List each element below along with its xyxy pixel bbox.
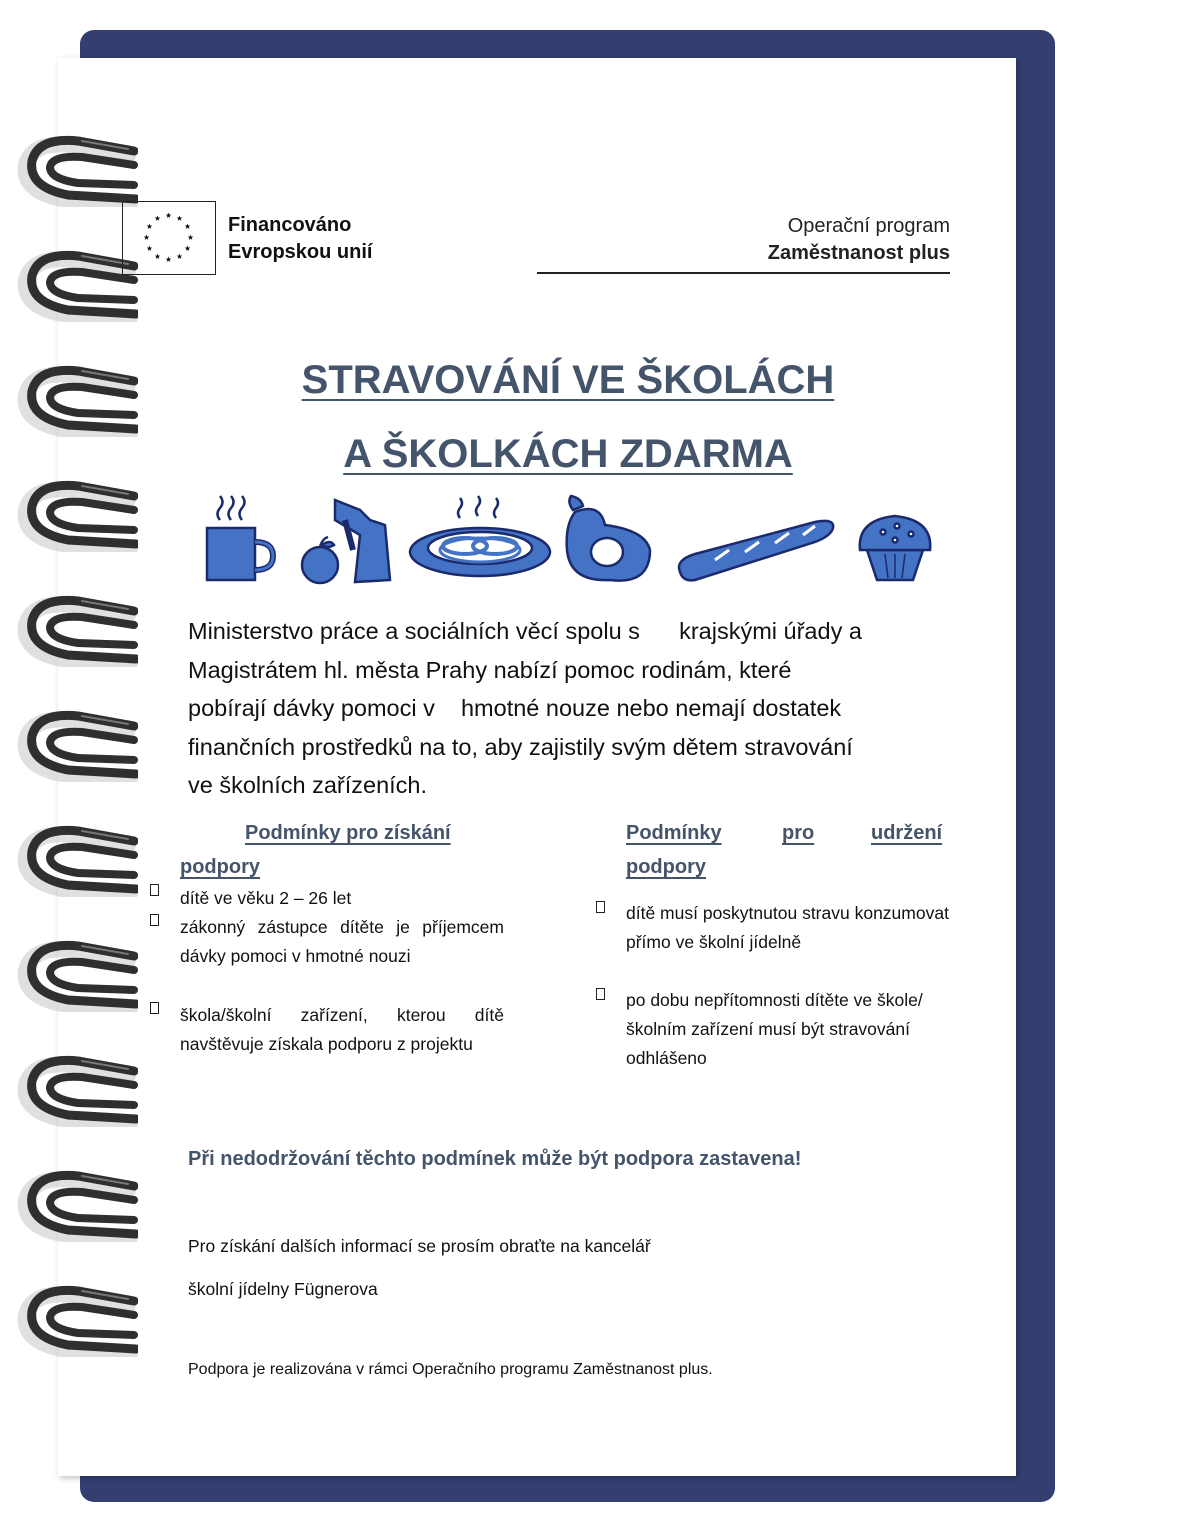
spiral-ring [8,240,138,322]
checkbox-bullet-icon [596,988,605,1000]
right-item-1: dítě musí poskytnutou stravu konzumovat přímo ve školní jídelně [626,903,949,952]
eu-star [188,235,194,240]
right-heading-line-2: podpory [626,856,706,878]
mixer-apple-icon [302,500,390,583]
intro-line-2: Magistrátem hl. města Prahy nabízí pomoc rodinám, které [188,656,792,683]
eu-star [144,235,150,240]
left-heading-line-2: podpory [180,856,260,878]
right-heading-word-2: pro [782,822,815,844]
intro-line-3: pobírají dávky pomoci v hmotné nouze nebo nemají dostatek [188,695,842,721]
eu-flag-logo [122,201,216,275]
eu-star [185,224,191,229]
left-item-2: zákonný zástupce dítěte je příjemcem dávky pomoci v hmotné nouzi [180,917,504,966]
info-line-2: školní jídelny Fügnerova [188,1279,378,1299]
left-heading-line-1: Podmínky pro získání [245,822,451,844]
spiral-ring [8,1045,138,1127]
page-title-line-2: A ŠKOLKÁCH ZDARMA [343,432,793,476]
checkbox-bullet-icon [150,914,159,926]
eu-star [147,246,153,251]
eu-line-2: Evropskou unií [228,241,373,263]
spiral-ring [8,815,138,897]
spiral-ring [8,1160,138,1242]
checkbox-bullet-icon [596,901,605,913]
eu-star [177,254,183,259]
intro-line-4: finančních prostředků na to, aby zajistily svým dětem stravování [188,733,853,760]
checkbox-bullet-icon [150,1002,159,1014]
page-title-line-1: STRAVOVÁNÍ VE ŠKOLÁCH [301,358,835,402]
spiral-ring [8,470,138,552]
right-heading-word-1: Podmínky [626,822,722,844]
muffin-icon [860,516,930,580]
eu-star [166,257,172,262]
baguette-icon [679,521,833,580]
pasta-plate-icon [410,496,550,576]
right-item-2: po dobu nepřítomnosti dítěte ve škole/školním zařízení musí být stravování odhlášeno [626,990,923,1068]
eu-star [185,246,191,251]
eu-star [177,215,183,220]
op-line-2: Zaměstnanost plus [767,242,950,264]
footer-note: Podpora je realizována v rámci Operačního programu Zaměstnanost plus. [188,1361,713,1378]
left-item-1: dítě ve věku 2 – 26 let [180,888,352,908]
eu-star [147,224,153,229]
header-divider [537,272,950,274]
avocado-icon [567,496,650,581]
food-icons-row [195,490,940,590]
eu-star [155,254,161,259]
eu-stars-icon [123,202,214,273]
eu-star [166,213,172,218]
spiral-ring [8,700,138,782]
left-item-3: škola/školní zařízení, kterou dítě navštěvuje získala podporu z projektu [180,1005,504,1054]
op-line-1: Operační program [787,215,950,237]
spiral-ring [8,585,138,667]
intro-line-1: Ministerstvo práce a sociálních věcí spolu s krajskými úřady a [188,618,862,644]
spiral-ring [8,930,138,1012]
intro-paragraph [188,612,940,805]
info-line-1: Pro získání dalších informací se prosím obraťte na kancelář [188,1236,651,1256]
spiral-ring [8,1275,138,1357]
spiral-ring [8,125,138,207]
eu-funding-label [228,212,372,266]
intro-line-5: ve školních zařízeních. [188,772,428,798]
operational-program-label [768,213,950,267]
checkbox-bullet-icon [150,884,159,896]
eu-line-1: Financováno [228,214,352,236]
eu-star [155,215,161,220]
right-heading-word-3: udržení [871,822,943,844]
warning-text: Při nedodržování těchto podmínek může být podpora zastavena! [188,1148,802,1170]
coffee-mug-icon [207,496,273,580]
